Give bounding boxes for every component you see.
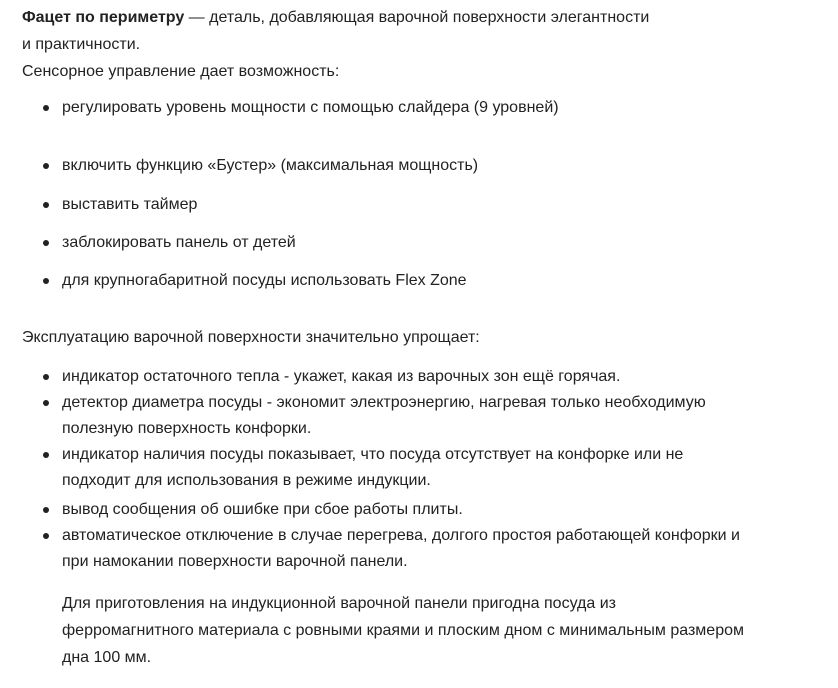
operation-heading: Эксплуатацию варочной поверхности значительно упрощает:: [22, 329, 480, 346]
feature-item: выставить таймер: [62, 196, 198, 213]
intro-line-2: и практичности.: [22, 36, 141, 53]
operation-item-line: вывод сообщения об ошибке при сбое работы плиты.: [62, 501, 463, 518]
bullet-dot: [43, 507, 49, 513]
bullet-dot: [43, 105, 49, 111]
bullet-dot: [43, 533, 49, 539]
bullet-dot: [43, 374, 49, 380]
feature-item: регулировать уровень мощности с помощью слайдера (9 уровней): [62, 99, 559, 116]
note-line: ферромагнитного материала с ровными краями и плоским дном с минимальным размером: [62, 622, 744, 639]
operation-item-line: индикатор наличия посуды показывает, что посуда отсутствует на конфорке или не: [62, 446, 684, 463]
operation-item-line: подходит для использования в режиме индукции.: [62, 472, 431, 489]
bullet-dot: [43, 278, 49, 284]
operation-item-line: автоматическое отключение в случае перегрева, долгого простоя работающей конфорки и: [62, 527, 740, 544]
bullet-dot: [43, 202, 49, 208]
operation-item-line: полезную поверхность конфорки.: [62, 420, 312, 437]
note-line: Для приготовления на индукционной варочной панели пригодна посуда из: [62, 595, 616, 612]
operation-item-line: детектор диаметра посуды - экономит электроэнергию, нагревая только необходимую: [62, 394, 706, 411]
operation-item-line: при намокании поверхности варочной панели.: [62, 553, 408, 570]
feature-item: заблокировать панель от детей: [62, 234, 296, 251]
bullet-dot: [43, 400, 49, 406]
feature-item: для крупногабаритной посуды использовать Flex Zone: [62, 272, 467, 289]
intro-line-3: Сенсорное управление дает возможность:: [22, 63, 340, 80]
bullet-dot: [43, 240, 49, 246]
intro-title-rest: — деталь, добавляющая варочной поверхности элегантности: [184, 9, 650, 26]
bullet-dot: [43, 452, 49, 458]
operation-item-line: индикатор остаточного тепла - укажет, какая из варочных зон ещё горячая.: [62, 368, 621, 385]
feature-item: включить функцию «Бустер» (максимальная мощность): [62, 157, 479, 174]
intro-title: Фацет по периметру: [22, 9, 185, 26]
intro-line-1: [22, 8, 649, 28]
bullet-dot: [43, 163, 49, 169]
note-line: дна 100 мм.: [62, 649, 152, 666]
